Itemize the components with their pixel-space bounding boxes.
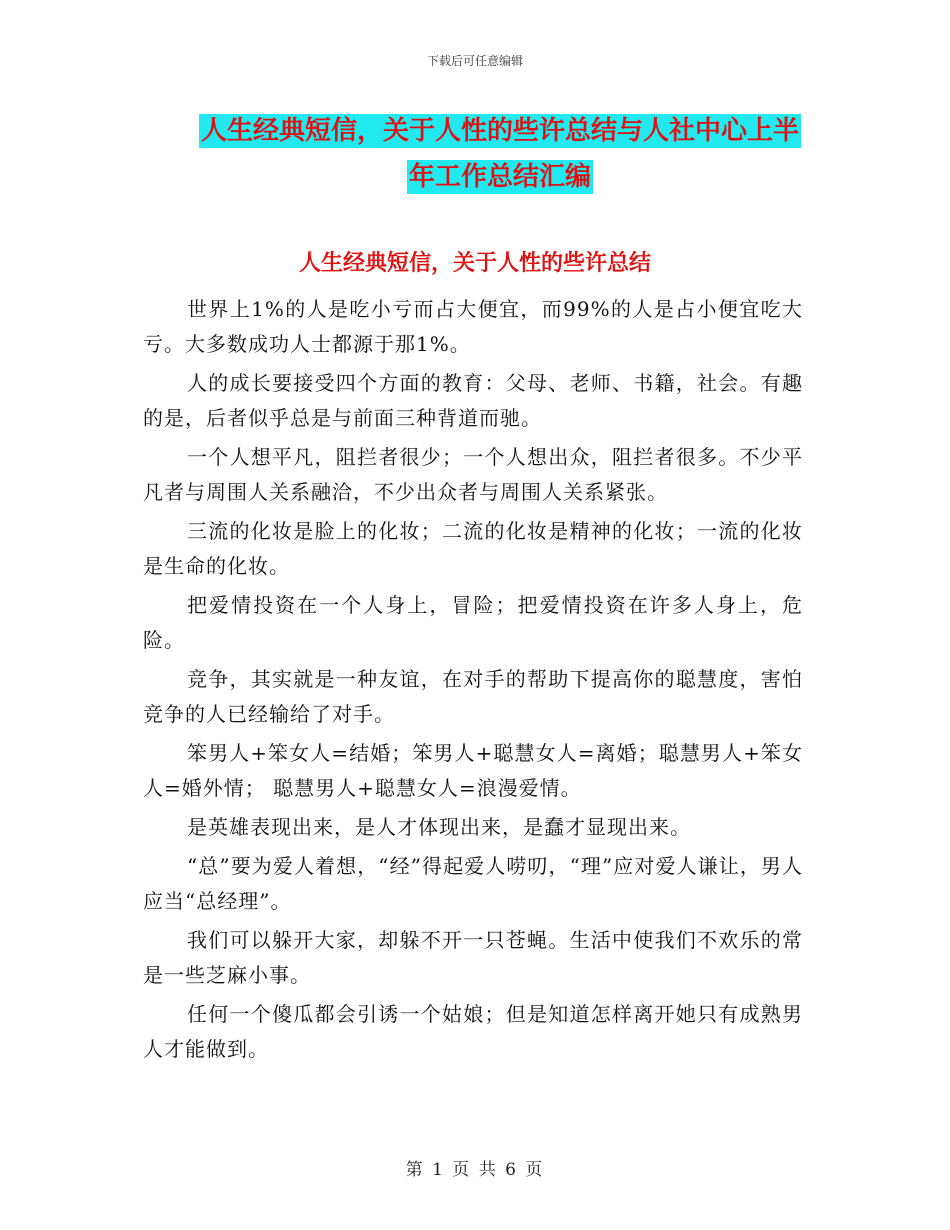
paragraph: 是英雄表现出来，是人才体现出来，是蠢才显现出来。: [187, 815, 691, 839]
paragraph: 笨男人+笨女人=结婚；笨男人+聪慧女人=离婚；聪慧男人+笨女人=婚外情； 聪慧男人+聪慧女人=浪漫爱情。: [143, 741, 803, 800]
paragraph: “总”要为爱人着想，“经”得起爱人唠叨，“理”应对爱人谦让，男人应当“总经理”。: [143, 854, 803, 913]
section-title: 人生经典短信，关于人性的些许总结: [298, 251, 651, 276]
page-header-note: 下载后可任意编辑: [426, 54, 523, 68]
document-title: [180, 108, 820, 200]
paragraph: 把爱情投资在一个人身上，冒险；把爱情投资在许多人身上，危险。: [143, 593, 803, 652]
paragraph: 人的成长要接受四个方面的教育：父母、老师、书籍，社会。有趣的是，后者似乎总是与前面三种背道而驰。: [143, 371, 803, 430]
document-body: [143, 292, 803, 1071]
document-title-line-2: 年工作总结汇编: [408, 162, 591, 192]
paragraph: 世界上1%的人是吃小亏而占大便宜，而99%的人是占小便宜吃大亏。大多数成功人士都源于那1%。: [143, 297, 803, 356]
paragraph: 任何一个傻瓜都会引诱一个姑娘；但是知道怎样离开她只有成熟男人才能做到。: [143, 1002, 803, 1061]
document-title-line-1: 人生经典短信，关于人性的些许总结与人社中心上半: [200, 116, 799, 146]
paragraph: 竞争，其实就是一种友谊，在对手的帮助下提高你的聪慧度，害怕竞争的人已经输给了对手。: [143, 667, 803, 726]
paragraph: 我们可以躲开大家，却躲不开一只苍蝇。生活中使我们不欢乐的常是一些芝麻小事。: [143, 928, 803, 987]
paragraph: 一个人想平凡，阻拦者很少；一个人想出众，阻拦者很多。不少平凡者与周围人关系融洽，不少出众者与周围人关系紧张。: [143, 445, 803, 504]
page-number-footer: 第 1 页 共 6 页: [405, 1160, 545, 1180]
paragraph: 三流的化妆是脸上的化妆；二流的化妆是精神的化妆；一流的化妆是生命的化妆。: [143, 519, 803, 578]
